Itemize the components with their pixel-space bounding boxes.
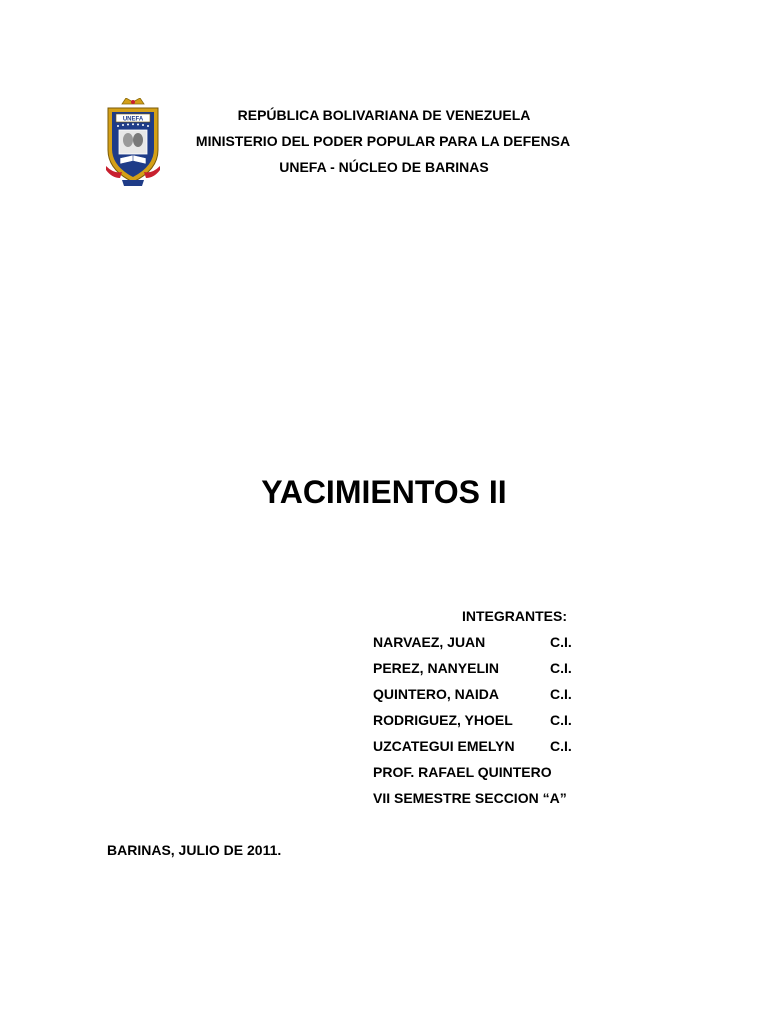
- member-name: QUINTERO, NAIDA: [373, 686, 499, 702]
- member-ci: C.I.: [550, 660, 572, 676]
- member-name: RODRIGUEZ, YHOEL: [373, 712, 513, 728]
- header-ministry: MINISTERIO DEL PODER POPULAR PARA LA DEFENSA: [195, 133, 571, 149]
- integrantes-label: INTEGRANTES:: [462, 608, 567, 624]
- member-row: [373, 686, 633, 712]
- member-name: PEREZ, NANYELIN: [373, 660, 500, 676]
- document-title: YACIMIENTOS II: [261, 474, 507, 510]
- member-row: [373, 738, 633, 764]
- semester-line: VII SEMESTRE SECCION “A”: [373, 790, 567, 806]
- member-row: [373, 660, 633, 686]
- seal-text: UNEFA: [122, 116, 144, 123]
- professor-line: PROF. RAFAEL QUINTERO: [373, 764, 552, 780]
- header-republic: REPÚBLICA BOLIVARIANA DE VENEZUELA: [237, 107, 531, 123]
- member-ci: C.I.: [550, 712, 572, 728]
- header-institution: UNEFA - NÚCLEO DE BARINAS: [279, 159, 489, 175]
- place-date: BARINAS, JULIO DE 2011.: [107, 842, 282, 858]
- member-name: UZCATEGUI EMELYN: [373, 738, 515, 754]
- members-list: [373, 634, 633, 764]
- member-ci: C.I.: [550, 738, 572, 754]
- member-name: NARVAEZ, JUAN: [373, 634, 486, 650]
- member-ci: C.I.: [550, 634, 572, 650]
- member-row: [373, 634, 633, 660]
- member-ci: C.I.: [550, 686, 572, 702]
- member-row: [373, 712, 633, 738]
